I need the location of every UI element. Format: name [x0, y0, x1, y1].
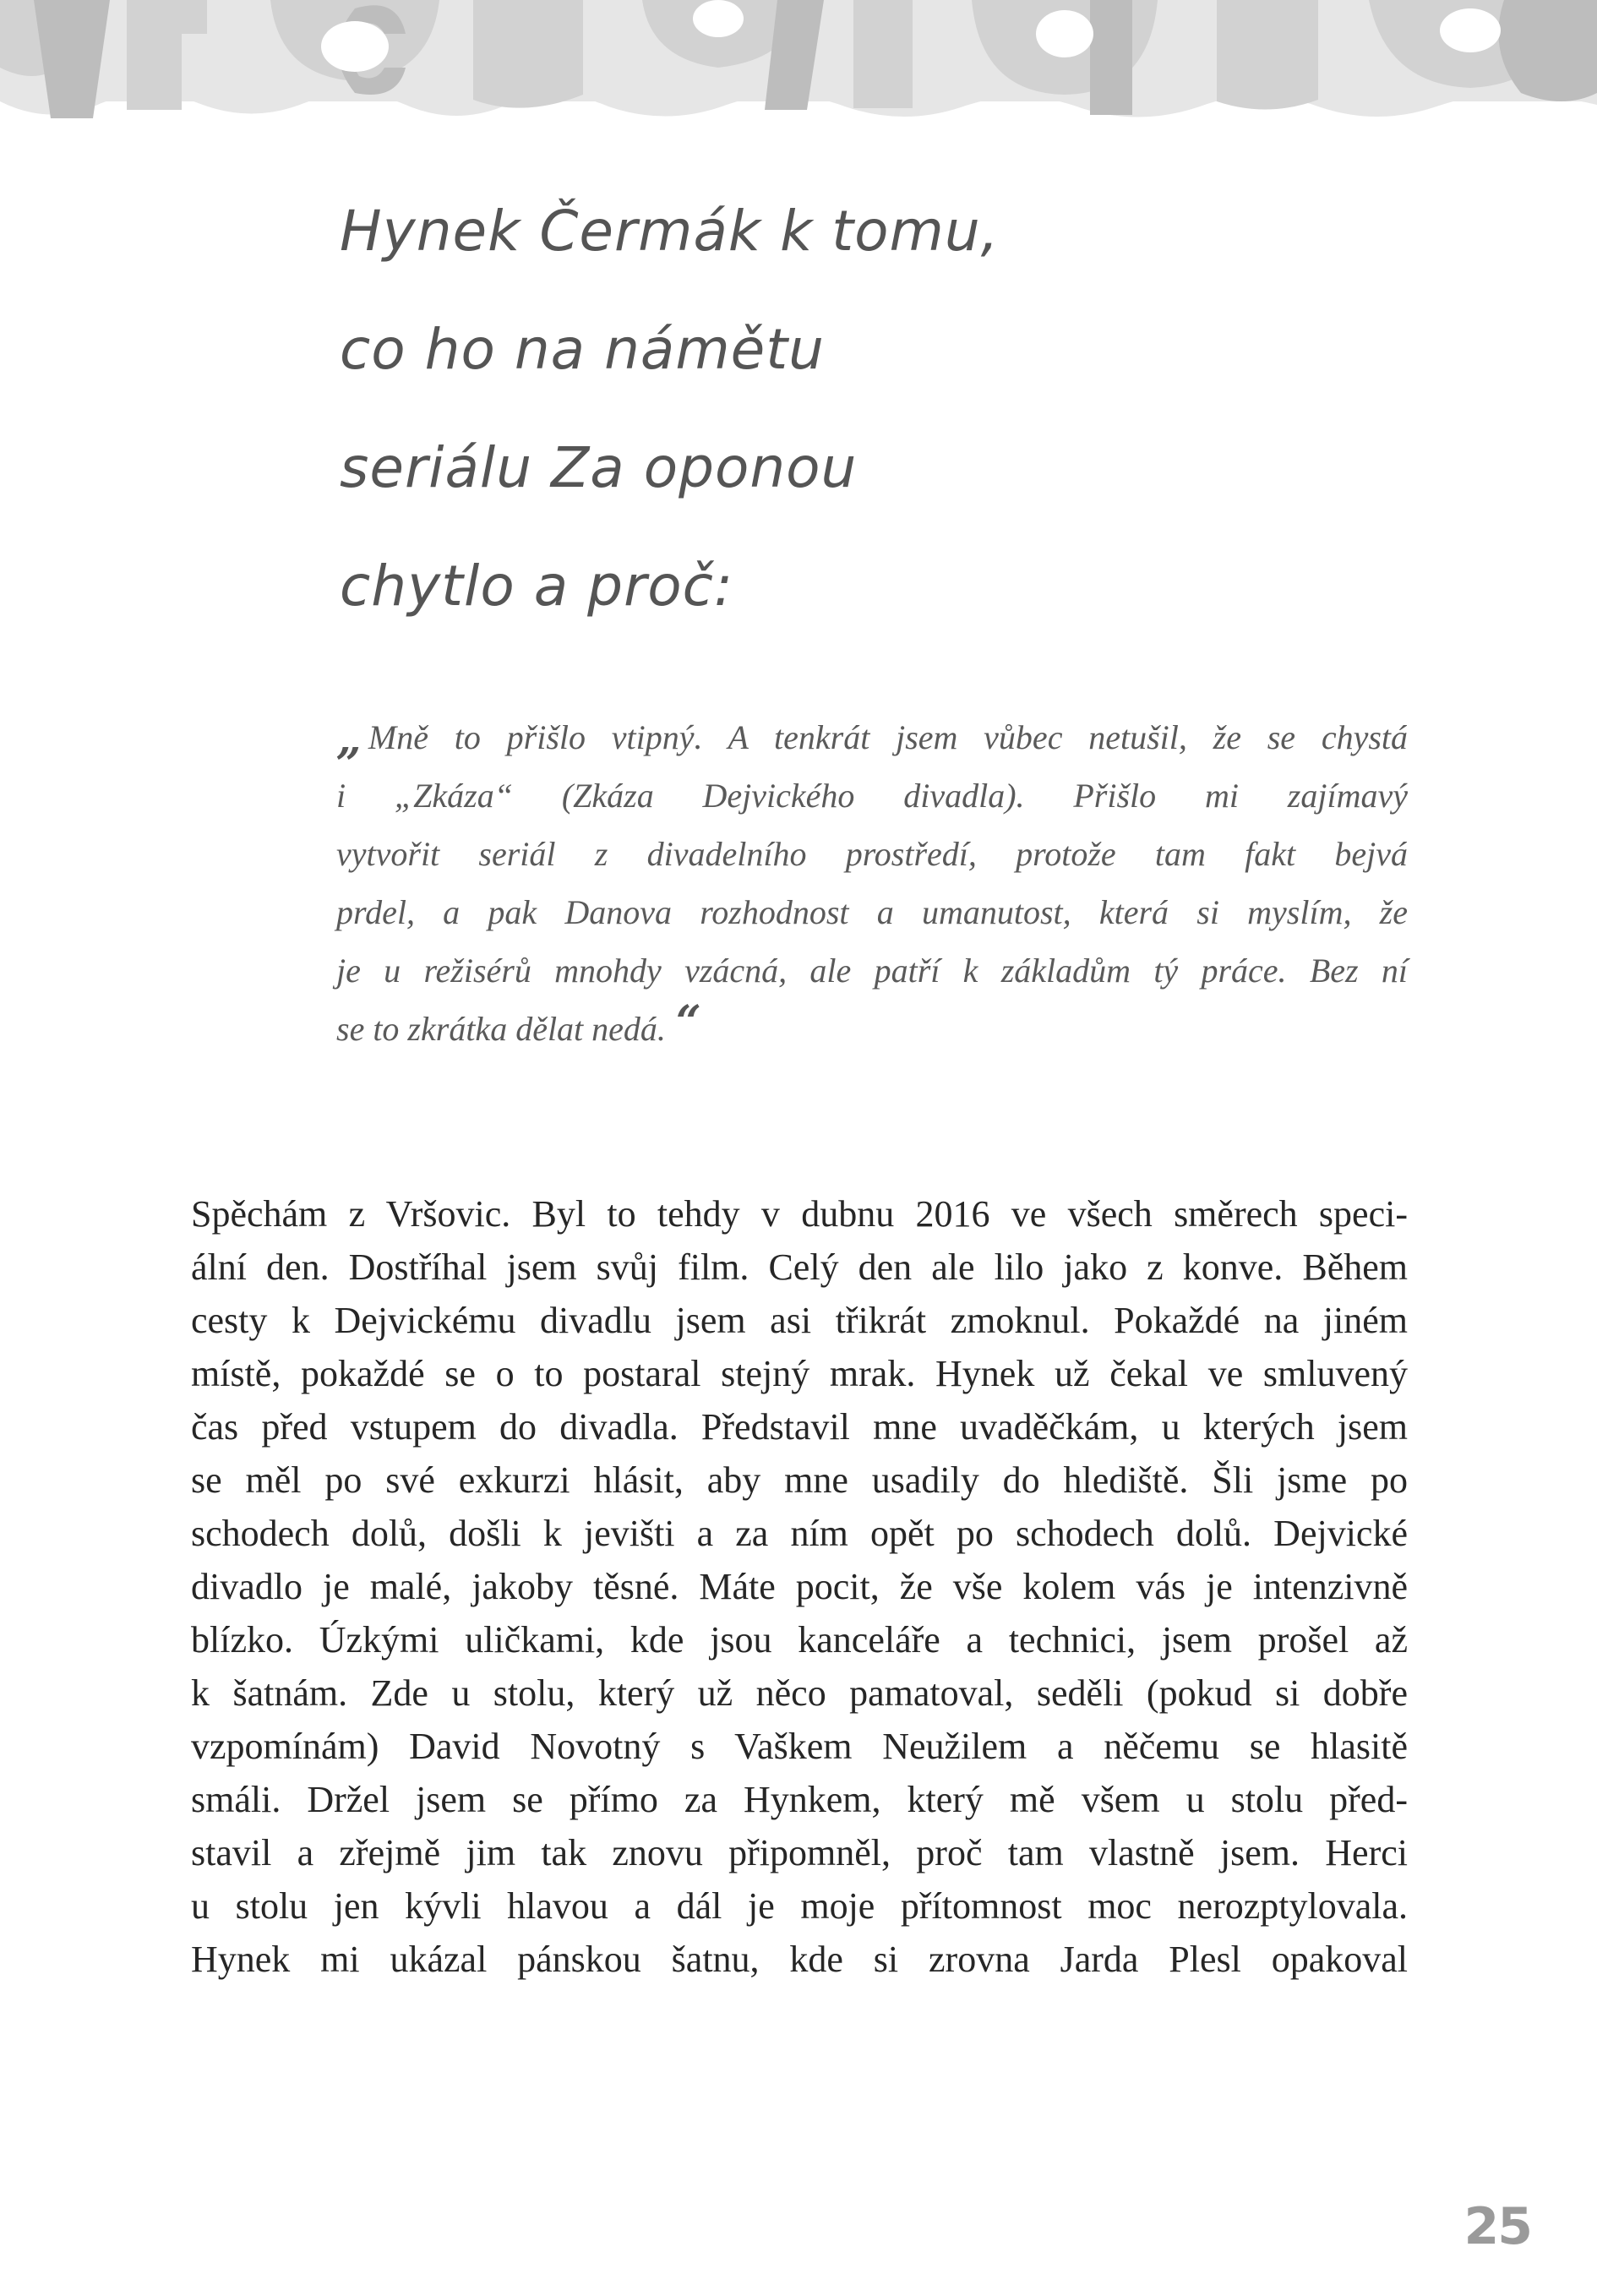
body-line: vzpomínám) David Novotný s Vaškem Neužilem a něčemu se hlasitě	[191, 1726, 1408, 1767]
body-line: ální den. Dostříhal jsem svůj film. Celý den ale lilo jako z konve. Během	[191, 1246, 1408, 1288]
closing-quote-mark: “	[675, 996, 701, 1048]
quote-line: i „Zkáza“ (Zkáza Dejvického divadla). Přišlo mi zajímavý	[336, 777, 1408, 815]
body-line: smáli. Držel jsem se přímo za Hynkem, který mě všem u stolu před-	[191, 1779, 1408, 1820]
quote-line: prdel, a pak Danova rozhodnost a umanutost, která si myslím, že	[336, 893, 1408, 931]
opening-quote-mark: „	[336, 713, 362, 765]
body-line: u stolu jen kývli hlavou a dál je moje přítomnost moc nerozptylovala.	[191, 1885, 1408, 1927]
body-line: divadlo je malé, jakoby těsné. Máte pocit, že vše kolem vás je intenzivně	[191, 1566, 1408, 1607]
body-line: Hynek mi ukázal pánskou šatnu, kde si zrovna Jarda Plesl opakoval	[191, 1939, 1408, 1980]
quote-line: „ Mně to přišlo vtipný. A tenkrát jsem vůbec netušil, že se chystá	[336, 713, 1408, 765]
body-line: k šatnám. Zde u stolu, který už něco pamatoval, seděli (pokud si dobře	[191, 1672, 1408, 1714]
quote-line: je u režisérů mnohdy vzácná, ale patří k základům tý práce. Bez ní	[336, 952, 1408, 990]
body-line: se měl po své exkurzi hlásit, aby mne usadily do hlediště. Šli jsme po	[191, 1459, 1408, 1501]
body-line: cesty k Dejvickému divadlu jsem asi třikrát zmoknul. Pokaždé na jiném	[191, 1300, 1408, 1341]
body-line: čas před vstupem do divadla. Představil mne uvaděčkám, u kterých jsem	[191, 1406, 1408, 1448]
section-heading	[340, 172, 1269, 646]
page-number: 25	[1463, 2197, 1531, 2256]
heading-line: seriálu Za oponou	[340, 435, 858, 501]
heading-line: Hynek Čermák k tomu,	[340, 199, 1000, 265]
quote-line: se to zkrátka dělat nedá. “	[336, 996, 701, 1048]
pull-quote	[336, 708, 1408, 1058]
heading-line: co ho na námětu	[340, 317, 825, 383]
heading-line: chytlo a proč:	[340, 554, 734, 619]
body-line: blízko. Úzkými uličkami, kde jsou kanceláře a technici, jsem prošel až	[191, 1619, 1408, 1661]
body-line: stavil a zřejmě jim tak znovu připomněl, proč tam vlastně jsem. Herci	[191, 1832, 1408, 1873]
body-line: schodech dolů, došli k jevišti a za ním opět po schodech dolů. Dejvické	[191, 1513, 1408, 1554]
decorative-header-band	[0, 0, 1597, 127]
body-paragraph	[191, 1187, 1408, 1986]
body-line: Spěchám z Vršovic. Byl to tehdy v dubnu 2016 ve všech směrech speci-	[191, 1193, 1408, 1235]
quote-line: vytvořit seriál z divadelního prostředí, protože tam fakt bejvá	[336, 835, 1408, 873]
body-line: místě, pokaždé se o to postaral stejný mrak. Hynek už čekal ve smluvený	[191, 1353, 1408, 1394]
